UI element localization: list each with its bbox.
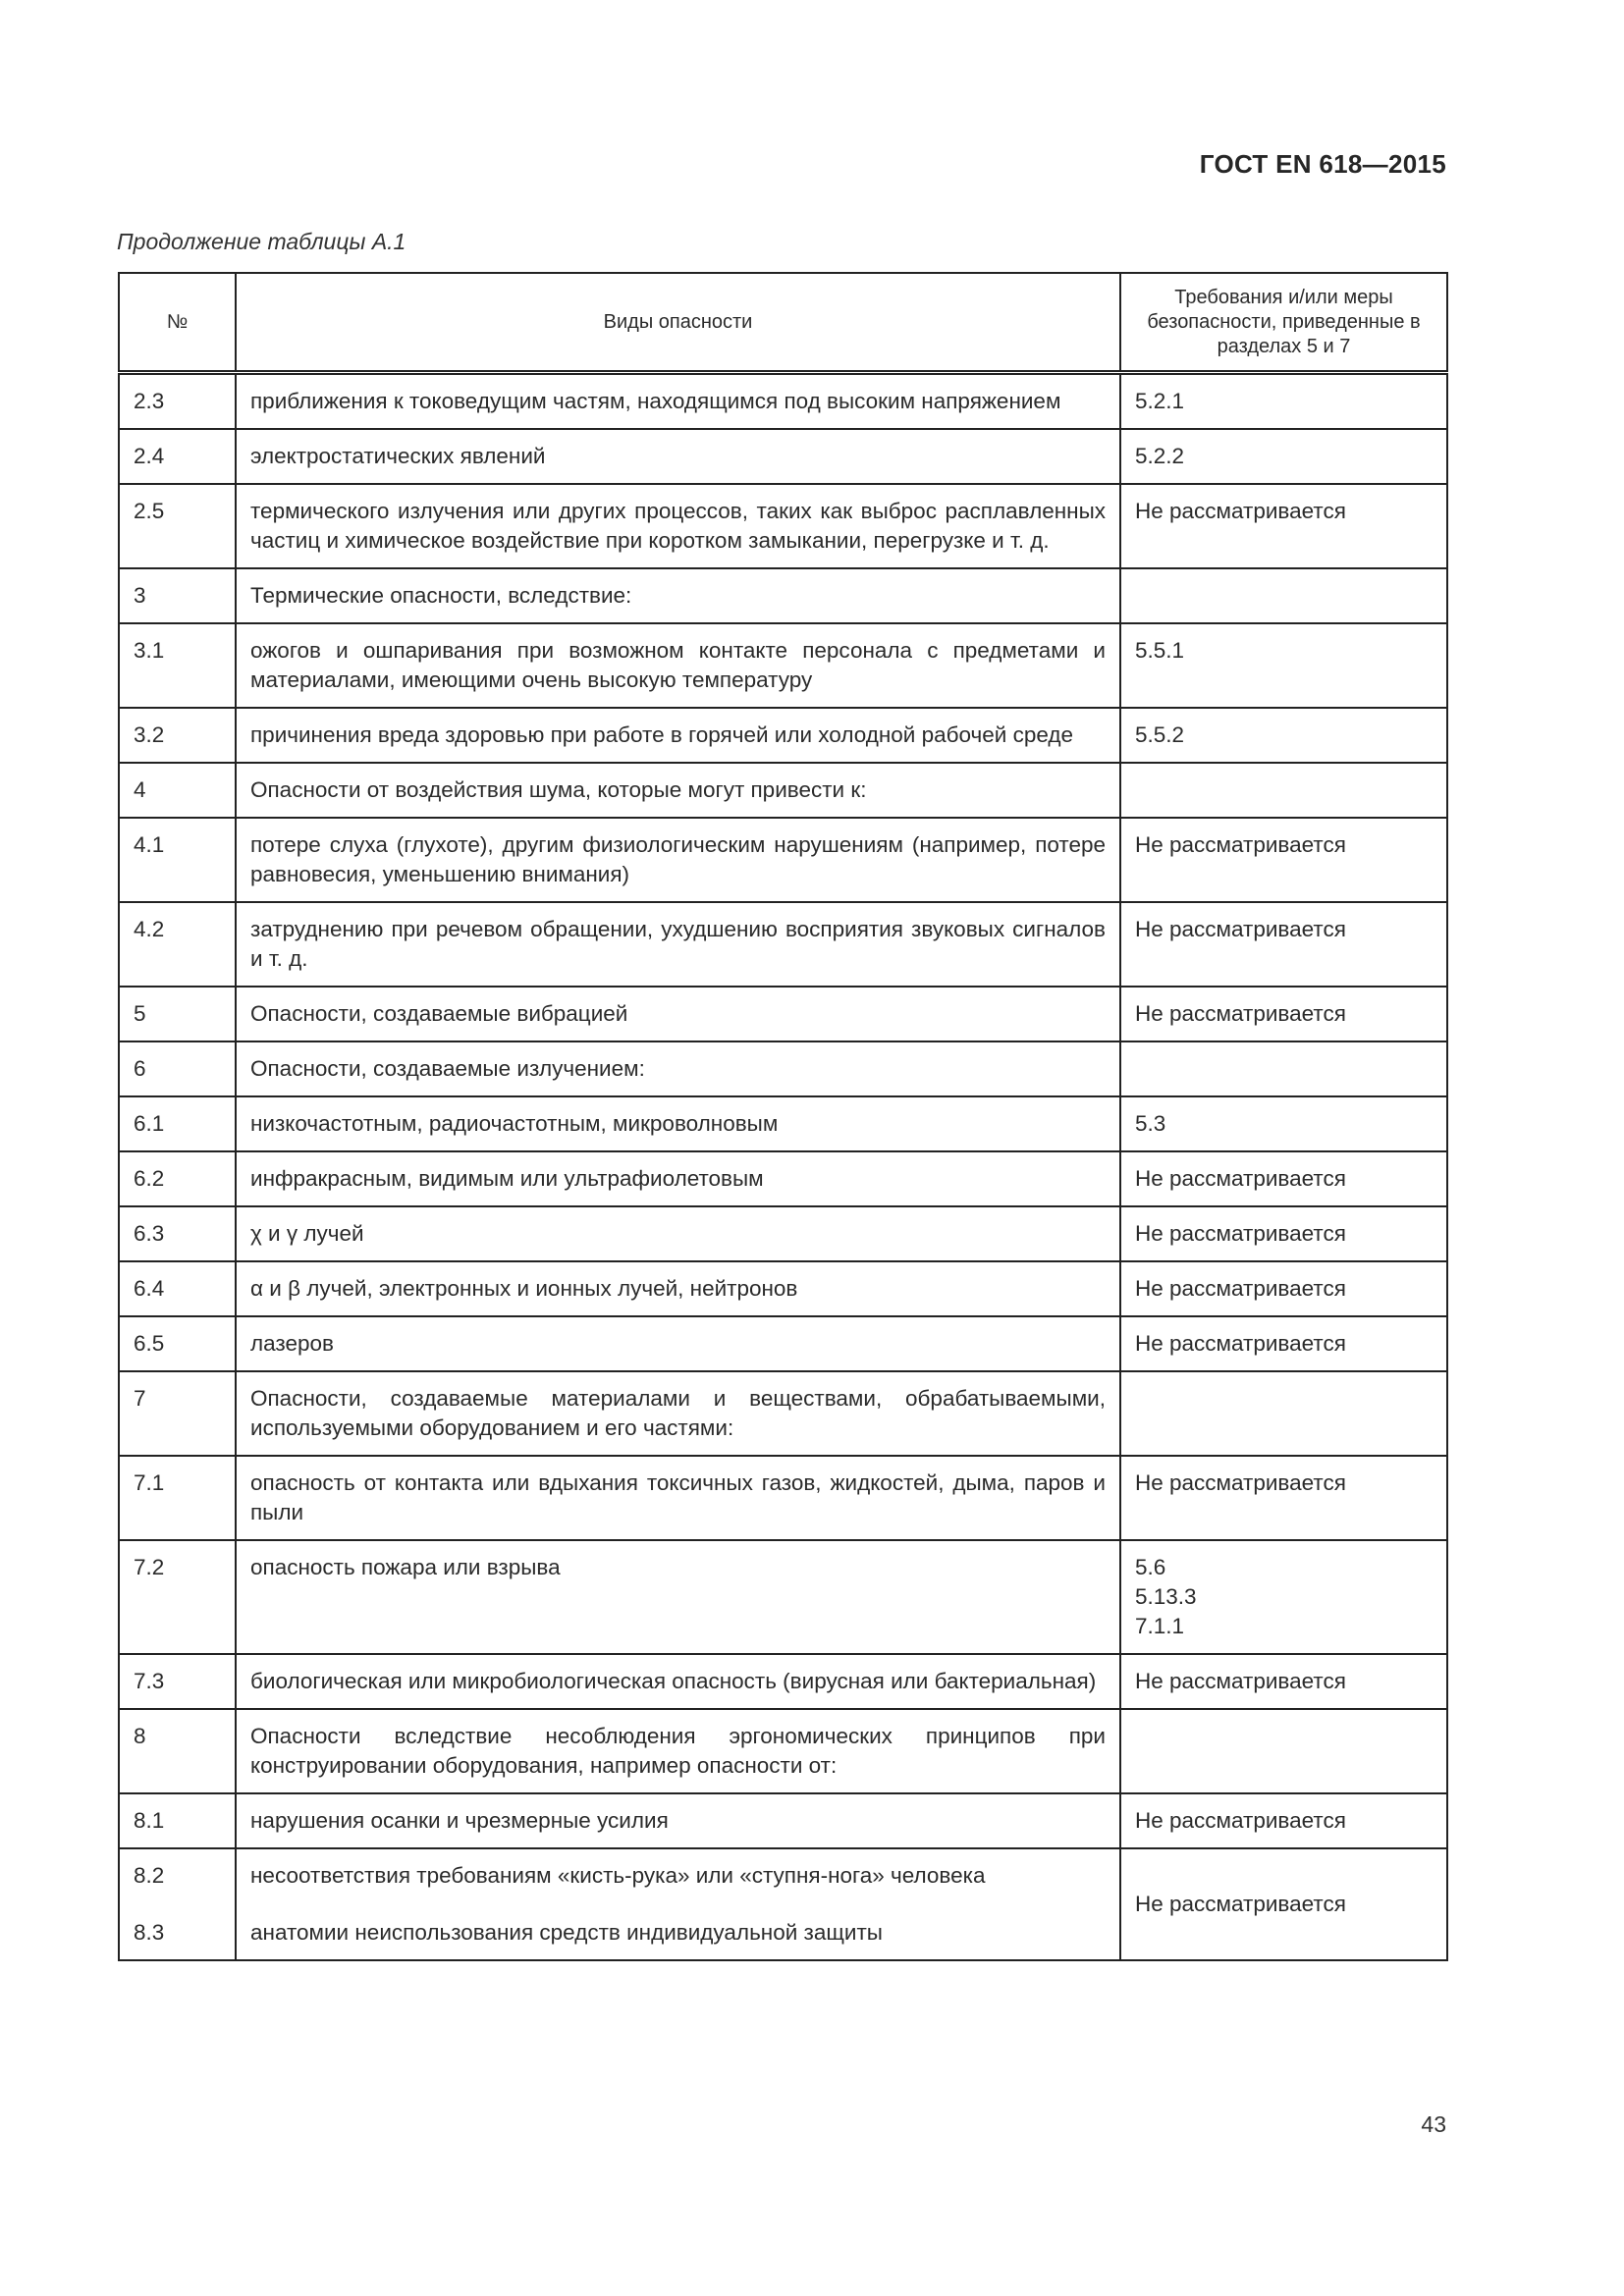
requirement-reference: Не рассматривается (1120, 1151, 1447, 1206)
row-number: 3 (119, 568, 236, 623)
spacer (134, 1891, 221, 1918)
row-number: 6.1 (119, 1096, 236, 1151)
row-number: 7.1 (119, 1456, 236, 1540)
requirement-reference: Не рассматривается (1120, 987, 1447, 1041)
hazard-description: потере слуха (глухоте), другим физиологическим нарушениям (например, потере равновесия, уменьшению внимания) (236, 818, 1120, 902)
requirement-reference: Не рассматривается (1120, 484, 1447, 568)
table-row (119, 623, 1447, 708)
table-row (119, 763, 1447, 818)
hazard-description: лазеров (236, 1316, 1120, 1371)
row-number: 2.5 (119, 484, 236, 568)
row-number: 4.2 (119, 902, 236, 987)
hazard-description: α и β лучей, электронных и ионных лучей, нейтронов (236, 1261, 1120, 1316)
row-number: 7 (119, 1371, 236, 1456)
table-row (119, 1371, 1447, 1456)
hazard-description: χ и γ лучей (236, 1206, 1120, 1261)
requirement-reference: 5.3 (1120, 1096, 1447, 1151)
row-number: 2.3 (119, 373, 236, 430)
row-number: 2.4 (119, 429, 236, 484)
table-row (119, 818, 1447, 902)
table-row (119, 373, 1447, 430)
hazard-description-pair (236, 1848, 1120, 1960)
hazard-description: биологическая или микробиологическая опасность (вирусная или бактериальная) (236, 1654, 1120, 1709)
row-number-pair (119, 1848, 236, 1960)
row-number: 3.1 (119, 623, 236, 708)
requirement-line: 5.13.3 (1135, 1584, 1197, 1609)
hazard-description: приближения к токоведущим частям, находящимся под высоким напряжением (236, 373, 1120, 430)
table-row (119, 484, 1447, 568)
table-row (119, 1540, 1447, 1654)
table-body (119, 373, 1447, 1961)
table-row (119, 1261, 1447, 1316)
table-caption: Продолжение таблицы А.1 (117, 229, 406, 254)
requirement-reference: Не рассматривается (1120, 818, 1447, 902)
hazard-description: анатомии неиспользования средств индивидуальной защиты (250, 1920, 883, 1945)
table-header-row (119, 273, 1447, 373)
table-row (119, 1456, 1447, 1540)
hazard-description: причинения вреда здоровью при работе в горячей или холодной рабочей среде (236, 708, 1120, 763)
table-row (119, 708, 1447, 763)
hazard-description: инфракрасным, видимым или ультрафиолетовым (236, 1151, 1120, 1206)
table-row (119, 568, 1447, 623)
hazard-description: опасность пожара или взрыва (236, 1540, 1120, 1654)
column-header-requirements: Требования и/или меры безопасности, приведенные в разделах 5 и 7 (1120, 273, 1447, 373)
row-number: 4 (119, 763, 236, 818)
requirement-reference (1120, 1709, 1447, 1793)
row-number: 8 (119, 1709, 236, 1793)
requirement-reference (1120, 1540, 1447, 1654)
requirement-reference: Не рассматривается (1120, 1654, 1447, 1709)
hazard-description: Опасности, создаваемые вибрацией (236, 987, 1120, 1041)
table-row (119, 1151, 1447, 1206)
hazard-description: затруднению при речевом обращении, ухудшению восприятия звуковых сигналов и т. д. (236, 902, 1120, 987)
row-number: 6.4 (119, 1261, 236, 1316)
hazard-description: Опасности от воздействия шума, которые могут привести к: (236, 763, 1120, 818)
requirement-reference: Не рассматривается (1120, 1793, 1447, 1848)
hazard-description: Опасности, создаваемые материалами и веществами, обрабатываемыми, используемыми оборудованием и его частями: (236, 1371, 1120, 1456)
requirement-reference: Не рассматривается (1120, 1848, 1447, 1960)
hazard-description: несоответствия требованиям «кисть-рука» или «ступня-нога» человека (250, 1863, 986, 1888)
requirement-reference (1120, 568, 1447, 623)
requirement-reference: Не рассматривается (1120, 1261, 1447, 1316)
row-number: 6.2 (119, 1151, 236, 1206)
column-header-number: № (119, 273, 236, 373)
table-row (119, 987, 1447, 1041)
row-number: 3.2 (119, 708, 236, 763)
hazard-description: опасность от контакта или вдыхания токсичных газов, жидкостей, дыма, паров и пыли (236, 1456, 1120, 1540)
requirement-reference: Не рассматривается (1120, 1206, 1447, 1261)
column-header-hazard-type: Виды опасности (236, 273, 1120, 373)
spacer (250, 1891, 1106, 1918)
hazard-description: низкочастотным, радиочастотным, микроволновым (236, 1096, 1120, 1151)
table-row (119, 1709, 1447, 1793)
table-row (119, 1316, 1447, 1371)
hazard-description: нарушения осанки и чрезмерные усилия (236, 1793, 1120, 1848)
requirement-reference: Не рассматривается (1120, 1316, 1447, 1371)
table-row (119, 1654, 1447, 1709)
table-row (119, 429, 1447, 484)
requirement-reference (1120, 763, 1447, 818)
row-number: 6 (119, 1041, 236, 1096)
hazard-description: Опасности, создаваемые излучением: (236, 1041, 1120, 1096)
page-number: 43 (1421, 2111, 1446, 2137)
row-number: 8.2 (134, 1863, 165, 1888)
requirement-reference (1120, 1371, 1447, 1456)
table-row (119, 902, 1447, 987)
hazard-description: Опасности вследствие несоблюдения эргономических принципов при конструировании оборудования, например опасности от: (236, 1709, 1120, 1793)
row-number: 5 (119, 987, 236, 1041)
requirement-reference (1120, 1041, 1447, 1096)
table-row (119, 1096, 1447, 1151)
requirement-reference: 5.2.1 (1120, 373, 1447, 430)
row-number: 7.3 (119, 1654, 236, 1709)
document-code: ГОСТ EN 618—2015 (1199, 149, 1446, 179)
requirement-reference: 5.5.2 (1120, 708, 1447, 763)
table-row (119, 1848, 1447, 1960)
table-row (119, 1793, 1447, 1848)
row-number: 6.3 (119, 1206, 236, 1261)
hazard-description: термического излучения или других процессов, таких как выброс расплавленных частиц и химическое воздействие при коротком замыкании, перегрузке и т. д. (236, 484, 1120, 568)
row-number: 6.5 (119, 1316, 236, 1371)
row-number: 7.2 (119, 1540, 236, 1654)
row-number: 8.3 (134, 1920, 165, 1945)
requirement-reference: Не рассматривается (1120, 1456, 1447, 1540)
hazard-description: Термические опасности, вследствие: (236, 568, 1120, 623)
hazard-description: электростатических явлений (236, 429, 1120, 484)
hazards-table (118, 272, 1448, 1961)
requirement-line: 5.6 (1135, 1555, 1166, 1579)
table-row (119, 1206, 1447, 1261)
hazard-description: ожогов и ошпаривания при возможном контакте персонала с предметами и материалами, имеющими очень высокую температуру (236, 623, 1120, 708)
row-number: 8.1 (119, 1793, 236, 1848)
table-row (119, 1041, 1447, 1096)
requirement-reference: 5.5.1 (1120, 623, 1447, 708)
row-number: 4.1 (119, 818, 236, 902)
requirement-reference: 5.2.2 (1120, 429, 1447, 484)
requirement-reference: Не рассматривается (1120, 902, 1447, 987)
requirement-line: 7.1.1 (1135, 1614, 1185, 1638)
